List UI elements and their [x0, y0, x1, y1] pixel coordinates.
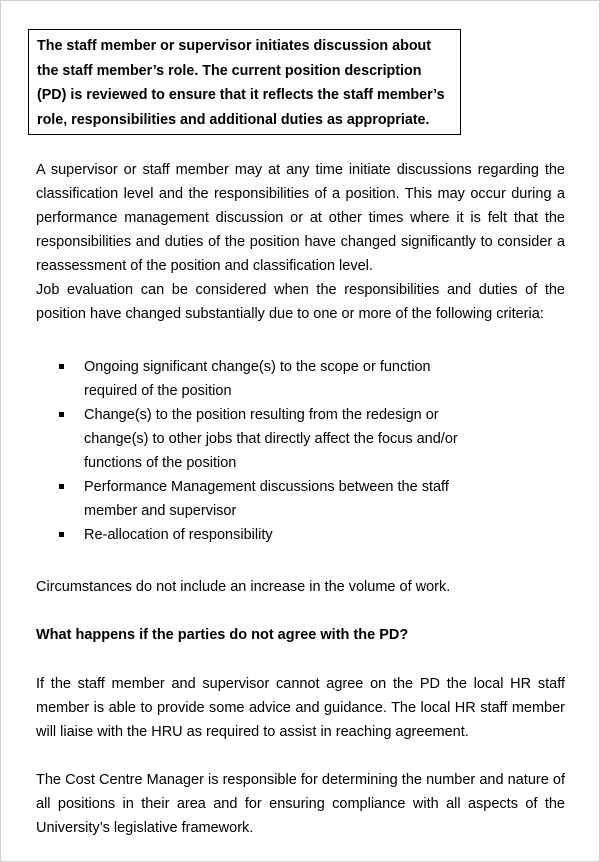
cost-centre-paragraph: The Cost Centre Manager is responsible for determining the number and nature of all positions in their area and for ensuring compliance with all aspects of the University’s legislative framework. [36, 772, 565, 836]
list-item-text: Change(s) to the position resulting from the redesign or change(s) to other jobs that directly affect the focus and/or functions of the position [84, 407, 458, 471]
list-item [57, 523, 477, 547]
list-item-text: Performance Management discussions between the staff member and supervisor [84, 479, 449, 519]
list-item [57, 475, 477, 523]
hr-advice-paragraph: If the staff member and supervisor cannot agree on the PD the local HR staff member is able to provide some advice and guidance. The local HR staff member will liaise with the HRU as required to assist in reaching agreement. [36, 676, 565, 740]
square-bullet-icon [59, 412, 64, 417]
callout-box [28, 29, 461, 135]
list-item-text: Re-allocation of responsibility [84, 527, 273, 543]
square-bullet-icon [59, 364, 64, 369]
intro-paragraph: A supervisor or staff member may at any time initiate discussions regarding the classification level and the responsibilities of a position. This may occur during a performance management discussion or at other times where it is felt that the responsibilities and duties of the position have changed significantly to consider a reassessment of the position and classification level. [36, 162, 565, 274]
callout-text: The staff member or supervisor initiates discussion about the staff member’s role. The current position description (PD) is reviewed to ensure that it reflects the staff member’s role, responsibilities and additional duties as appropriate. [37, 38, 445, 128]
square-bullet-icon [59, 484, 64, 489]
list-item [57, 355, 477, 403]
criteria-intro-paragraph: Job evaluation can be considered when the responsibilities and duties of the position have changed substantially due to one or more of the following criteria: [36, 282, 565, 322]
list-item-text: Ongoing significant change(s) to the scope or function required of the position [84, 359, 431, 399]
criteria-list [57, 355, 477, 547]
list-item [57, 403, 477, 475]
square-bullet-icon [59, 532, 64, 537]
circumstances-paragraph: Circumstances do not include an increase in the volume of work. [36, 579, 451, 595]
section-heading: What happens if the parties do not agree with the PD? [36, 627, 409, 643]
